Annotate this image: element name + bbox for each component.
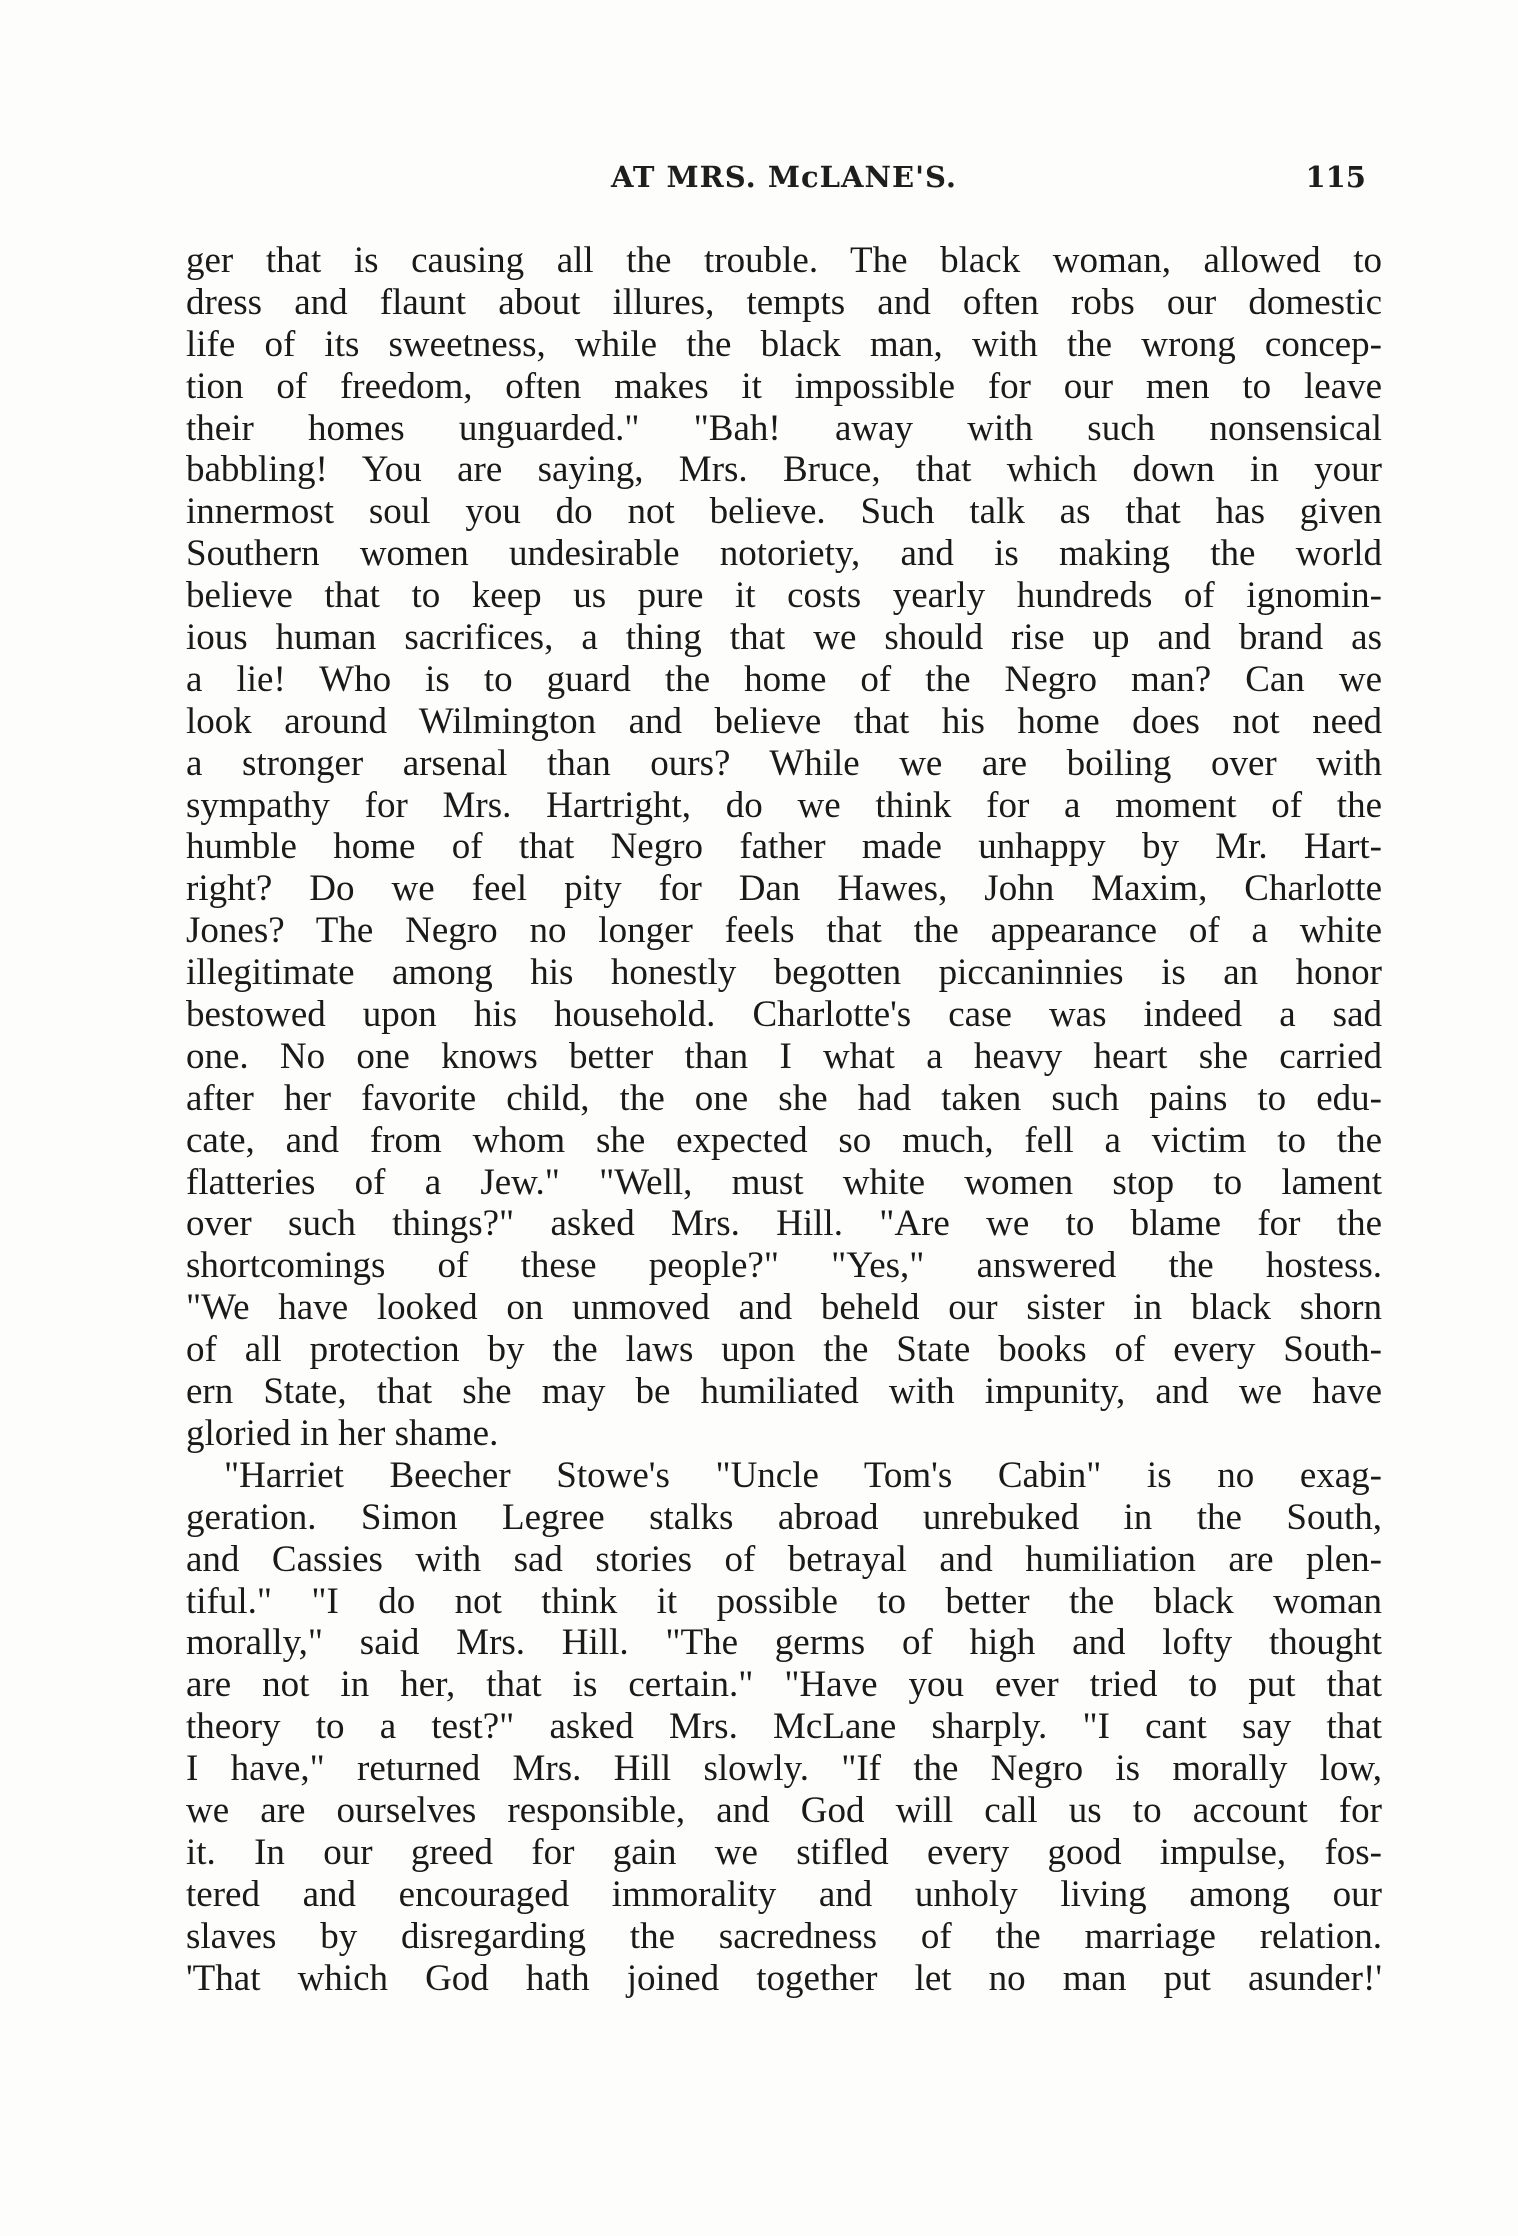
text-line: innermost soul you do not believe. Such talk as that has given: [186, 491, 1382, 533]
text-line: tion of freedom, often makes it impossible for our men to leave: [186, 365, 1382, 407]
text-line: I have," returned Mrs. Hill slowly. "If the Negro is morally low,: [186, 1748, 1382, 1790]
text-line: tered and encouraged immorality and unholy living among our: [186, 1873, 1382, 1915]
text-line: "Harriet Beecher Stowe's "Uncle Tom's Cabin" is no exag-: [224, 1454, 1382, 1496]
text-line: sympathy for Mrs. Hartright, do we think for a moment of the: [186, 784, 1382, 826]
text-line: geration. Simon Legree stalks abroad unrebuked in the South,: [186, 1496, 1382, 1538]
text-line: ger that is causing all the trouble. The black woman, allowed to: [186, 240, 1382, 281]
page-header: [186, 160, 1382, 210]
body-text: [186, 240, 1382, 1999]
text-line: and Cassies with sad stories of betrayal and humiliation are plen-: [186, 1538, 1382, 1580]
text-line: tiful." "I do not think it possible to better the black woman: [186, 1580, 1382, 1622]
text-line: babbling! You are saying, Mrs. Bruce, that which down in your: [186, 449, 1382, 491]
text-line: gloried in her shame.: [186, 1412, 499, 1454]
text-line: 'That which God hath joined together let no man put asunder!': [186, 1957, 1382, 1999]
text-line: ern State, that she may be humiliated with impunity, and we have: [186, 1371, 1382, 1413]
page-number: 115: [1305, 160, 1366, 194]
text-line: bestowed upon his household. Charlotte's case was indeed a sad: [186, 994, 1382, 1036]
text-line: ious human sacrifices, a thing that we should rise up and brand as: [186, 617, 1382, 659]
text-line: life of its sweetness, while the black man, with the wrong concep-: [186, 323, 1382, 365]
text-line: Southern women undesirable notoriety, and is making the world: [186, 533, 1382, 575]
text-line: "We have looked on unmoved and beheld our sister in black shorn: [186, 1287, 1382, 1329]
text-line: humble home of that Negro father made unhappy by Mr. Hart-: [186, 826, 1382, 868]
text-line: theory to a test?" asked Mrs. McLane sharply. "I cant say that: [186, 1706, 1382, 1748]
text-line: a lie! Who is to guard the home of the Negro man? Can we: [186, 658, 1382, 700]
text-line: it. In our greed for gain we stifled every good impulse, fos-: [186, 1831, 1382, 1873]
text-line: over such things?" asked Mrs. Hill. "Are we to blame for the: [186, 1203, 1382, 1245]
text-line: a stronger arsenal than ours? While we are boiling over with: [186, 742, 1382, 784]
text-line: look around Wilmington and believe that his home does not need: [186, 700, 1382, 742]
text-line: after her favorite child, the one she had taken such pains to edu-: [186, 1077, 1382, 1119]
text-line: are not in her, that is certain." "Have you ever tried to put that: [186, 1664, 1382, 1706]
text-line: slaves by disregarding the sacredness of the marriage relation.: [186, 1915, 1382, 1957]
text-line: illegitimate among his honestly begotten piccaninnies is an honor: [186, 952, 1382, 994]
running-title: AT MRS. McLANE'S.: [610, 160, 958, 194]
text-line: cate, and from whom she expected so much, fell a victim to the: [186, 1119, 1382, 1161]
text-line: dress and flaunt about illures, tempts and often robs our domestic: [186, 281, 1382, 323]
text-line: of all protection by the laws upon the State books of every South-: [186, 1329, 1382, 1371]
text-line: flatteries of a Jew." "Well, must white women stop to lament: [186, 1161, 1382, 1203]
text-line: Jones? The Negro no longer feels that the appearance of a white: [186, 910, 1382, 952]
text-line: morally," said Mrs. Hill. "The germs of high and lofty thought: [186, 1622, 1382, 1664]
text-line: believe that to keep us pure it costs yearly hundreds of ignomin-: [186, 575, 1382, 617]
text-line: one. No one knows better than I what a heavy heart she carried: [186, 1035, 1382, 1077]
text-line: we are ourselves responsible, and God will call us to account for: [186, 1789, 1382, 1831]
text-line: right? Do we feel pity for Dan Hawes, John Maxim, Charlotte: [186, 868, 1382, 910]
text-line: shortcomings of these people?" "Yes," answered the hostess.: [186, 1245, 1382, 1287]
text-line: their homes unguarded." "Bah! away with such nonsensical: [186, 407, 1382, 449]
